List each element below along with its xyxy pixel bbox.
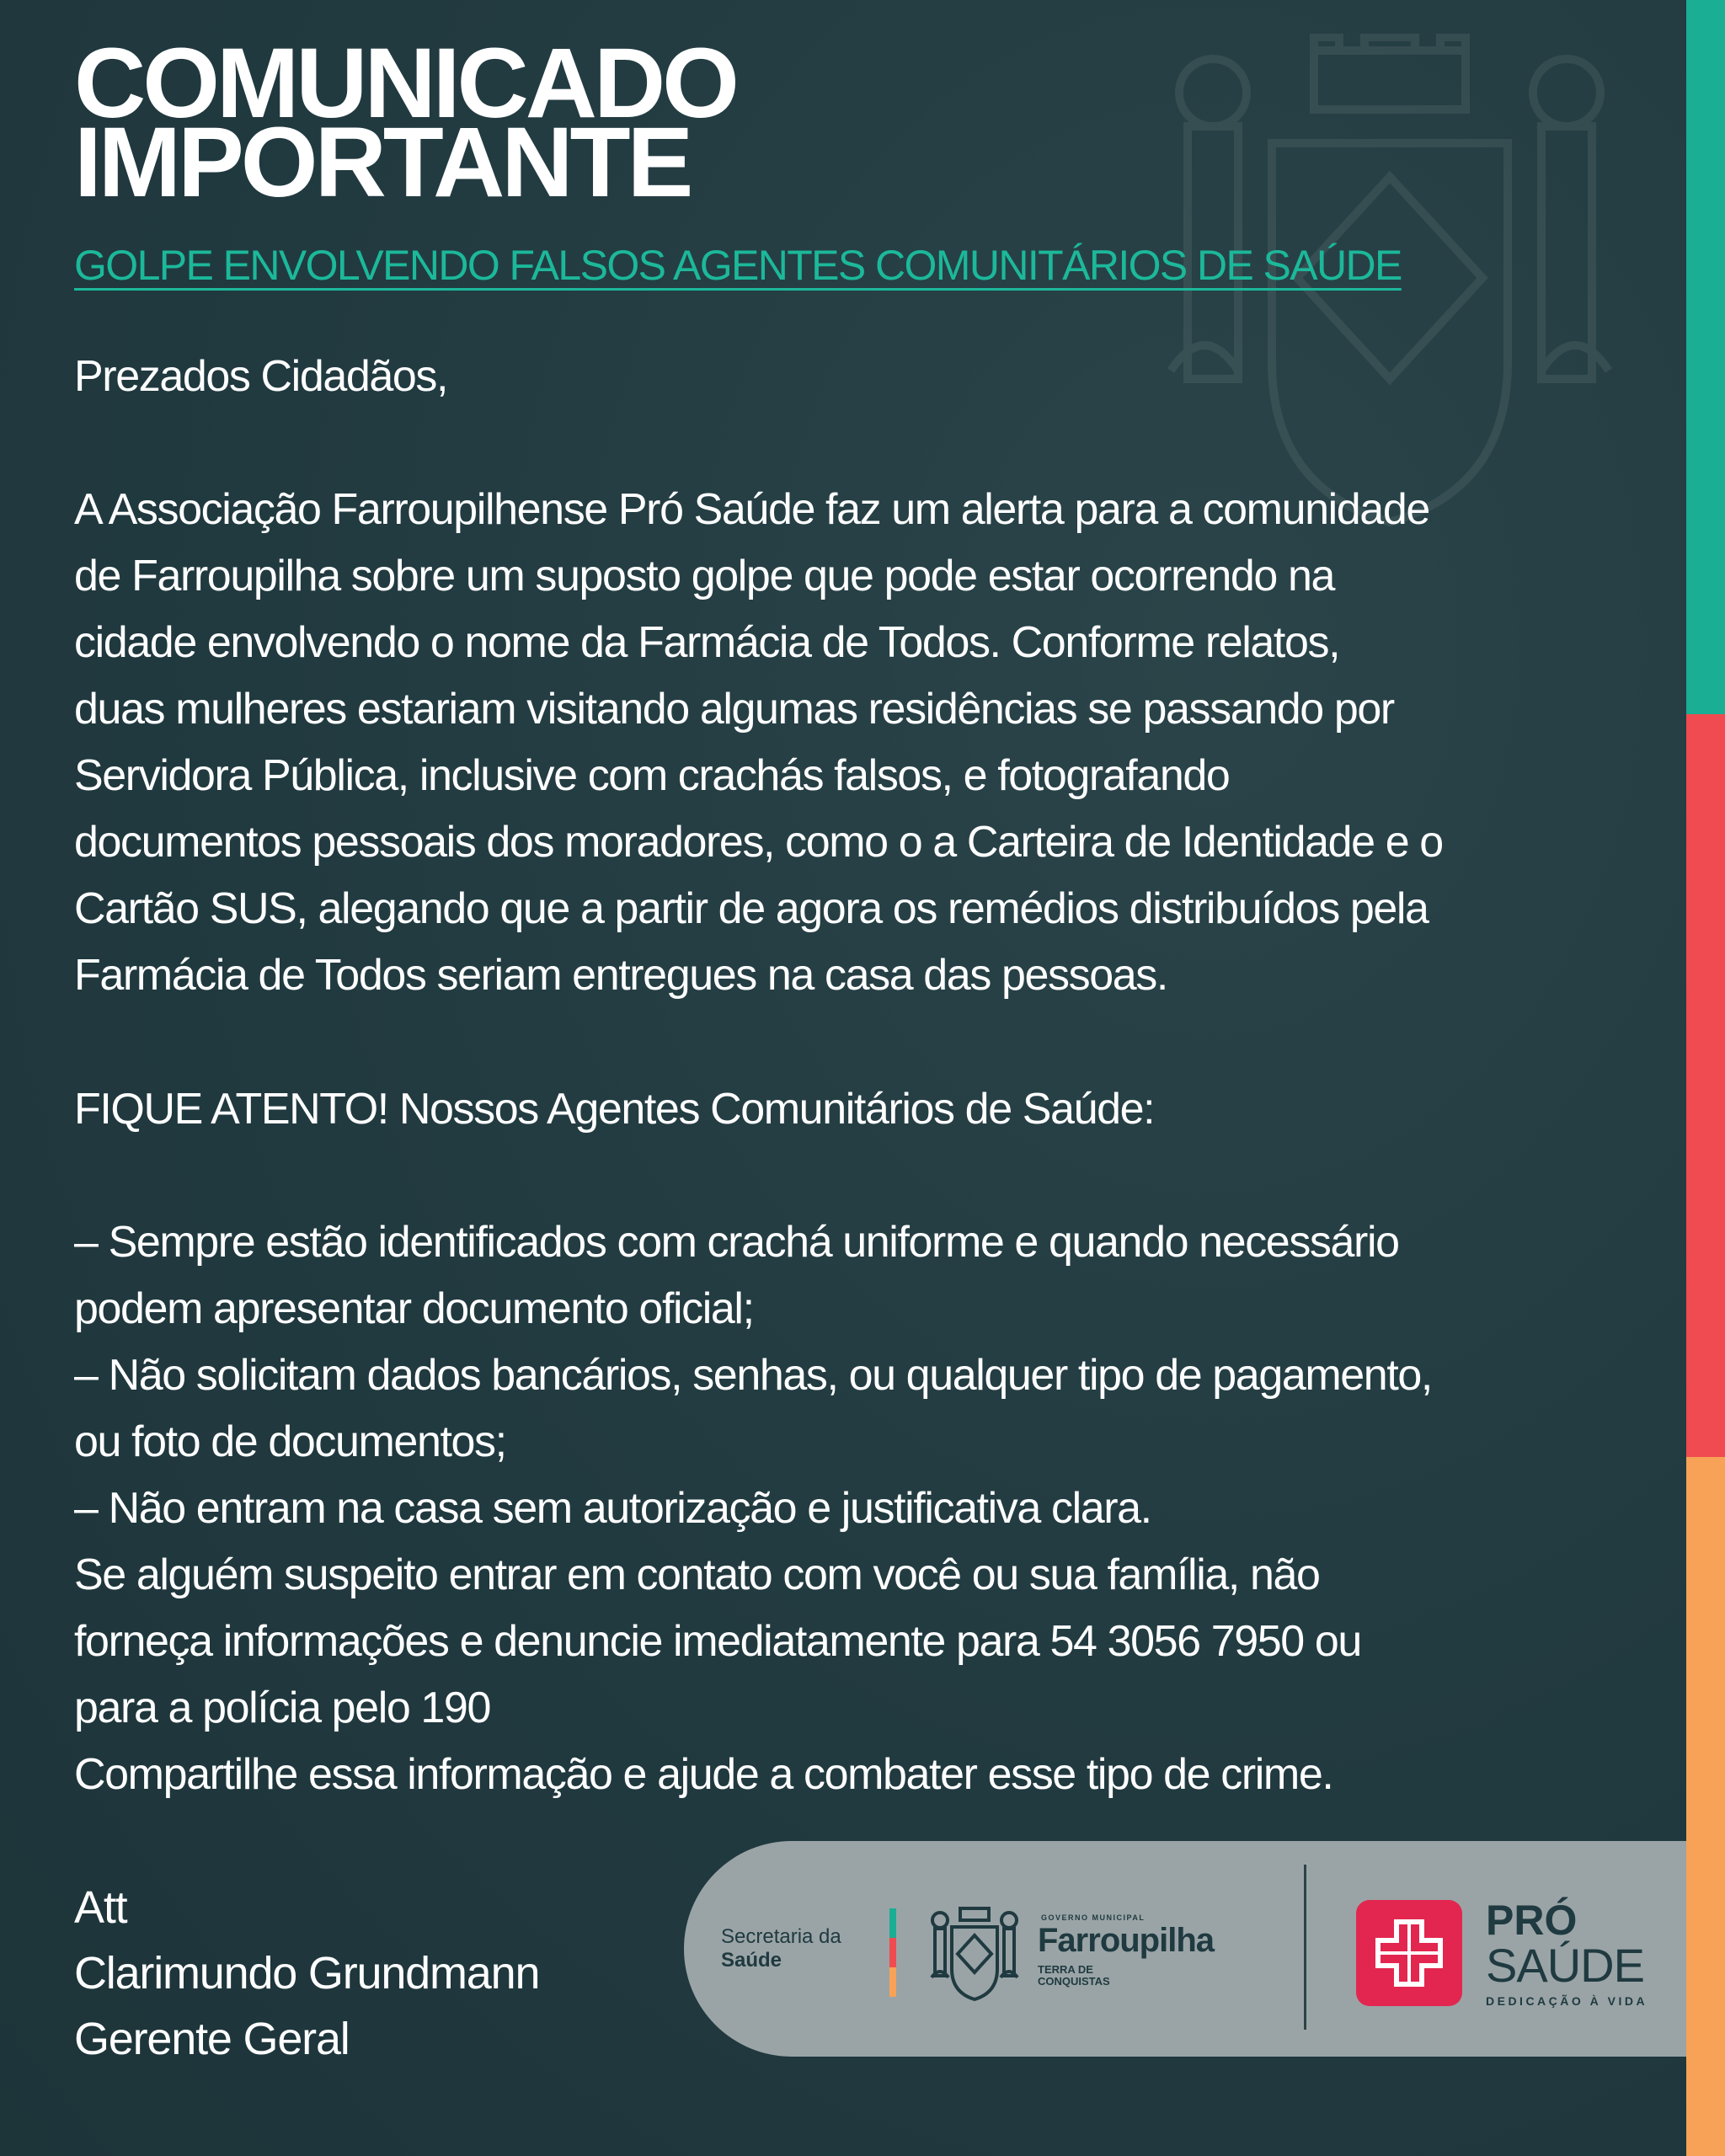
list-line: podem apresentar documento oficial; <box>74 1284 754 1333</box>
list-line: para a polícia pelo 190 <box>74 1684 490 1732</box>
paragraph-line: A Associação Farroupilhense Pró Saúde faz um alerta para a comunidade <box>74 485 1429 534</box>
signature-name: Clarimundo Grundmann <box>74 1948 540 1999</box>
title-line-1: COMUNICADO <box>74 28 736 139</box>
page-title <box>74 28 736 218</box>
accent-stripe-red <box>1686 714 1725 1457</box>
list-line: Se alguém suspeito entrar em contato com você ou sua família, não <box>74 1550 1320 1599</box>
secretaria-saude-logo <box>721 1925 841 1972</box>
signature-block <box>74 1875 539 2072</box>
paragraph-line: de Farroupilha sobre um suposto golpe que pode estar ocorrendo na <box>74 552 1335 600</box>
alert-paragraph <box>74 477 1674 1009</box>
accent-stripe-orange <box>1686 1457 1725 2156</box>
list-line: – Sempre estão identificados com crachá uniforme e quando necessário <box>74 1218 1399 1267</box>
accent-stripe-teal <box>1686 0 1725 714</box>
list-line: – Não solicitam dados bancários, senhas, ou qualquer tipo de pagamento, <box>74 1351 1432 1400</box>
farroupilha-logo <box>1038 1913 1214 1988</box>
pro-saude-cross-icon <box>1356 1900 1462 2006</box>
logo-divider <box>1304 1865 1306 2030</box>
paragraph-line: cidade envolvendo o nome da Farmácia de Todos. Conforme relatos, <box>74 618 1340 667</box>
secretaria-line-1: Secretaria da <box>721 1925 841 1948</box>
paragraph-line: Cartão SUS, alegando que a partir de agora os remédios distribuídos pela <box>74 884 1429 933</box>
paragraph-line: Servidora Pública, inclusive com crachás falsos, e fotografando <box>74 751 1230 800</box>
signature-role: Gerente Geral <box>74 2014 350 2064</box>
pro-saude-logo <box>1486 1898 1648 2008</box>
greeting: Prezados Cidadãos, <box>74 352 448 401</box>
governo-label: GOVERNO MUNICIPAL <box>1041 1913 1146 1922</box>
list-line: – Não entram na casa sem autorização e justificativa clara. <box>74 1484 1151 1533</box>
secretaria-line-2: Saúde <box>721 1949 782 1972</box>
paragraph-line: documentos pessoais dos moradores, como o a Carteira de Identidade e o <box>74 818 1443 867</box>
pro-saude-tagline: DEDICAÇÃO À VIDA <box>1486 1994 1648 2008</box>
guidance-list <box>74 1209 1674 1808</box>
terra-line-1: TERRA DE <box>1038 1963 1093 1976</box>
paragraph-line: Farmácia de Todos seriam entregues na casa das pessoas. <box>74 951 1167 1000</box>
logo-bar <box>684 1841 1686 2057</box>
paragraph-line: duas mulheres estariam visitando algumas residências se passando por <box>74 685 1394 734</box>
list-line: Compartilhe essa informação e ajude a combater esse tipo de crime. <box>74 1750 1333 1799</box>
signature-att: Att <box>74 1882 127 1933</box>
list-line: ou foto de documentos; <box>74 1417 506 1466</box>
pro-word: PRÓ <box>1486 1897 1578 1944</box>
alert-heading: FIQUE ATENTO! Nossos Agentes Comunitários de Saúde: <box>74 1085 1155 1134</box>
list-line: forneça informações e denuncie imediatamente para 54 3056 7950 ou <box>74 1617 1361 1666</box>
terra-line-2: CONQUISTAS <box>1038 1975 1110 1988</box>
title-line-2: IMPORTANTE <box>74 107 691 218</box>
page-subtitle: GOLPE ENVOLVENDO FALSOS AGENTES COMUNITÁRIOS DE SAÚDE <box>74 242 1402 289</box>
saude-word: SAÚDE <box>1486 1939 1644 1992</box>
tricolor-bars <box>889 1908 896 1998</box>
farroupilha-crest-icon <box>928 1905 1021 2003</box>
farroupilha-name: Farroupilha <box>1038 1922 1215 1959</box>
